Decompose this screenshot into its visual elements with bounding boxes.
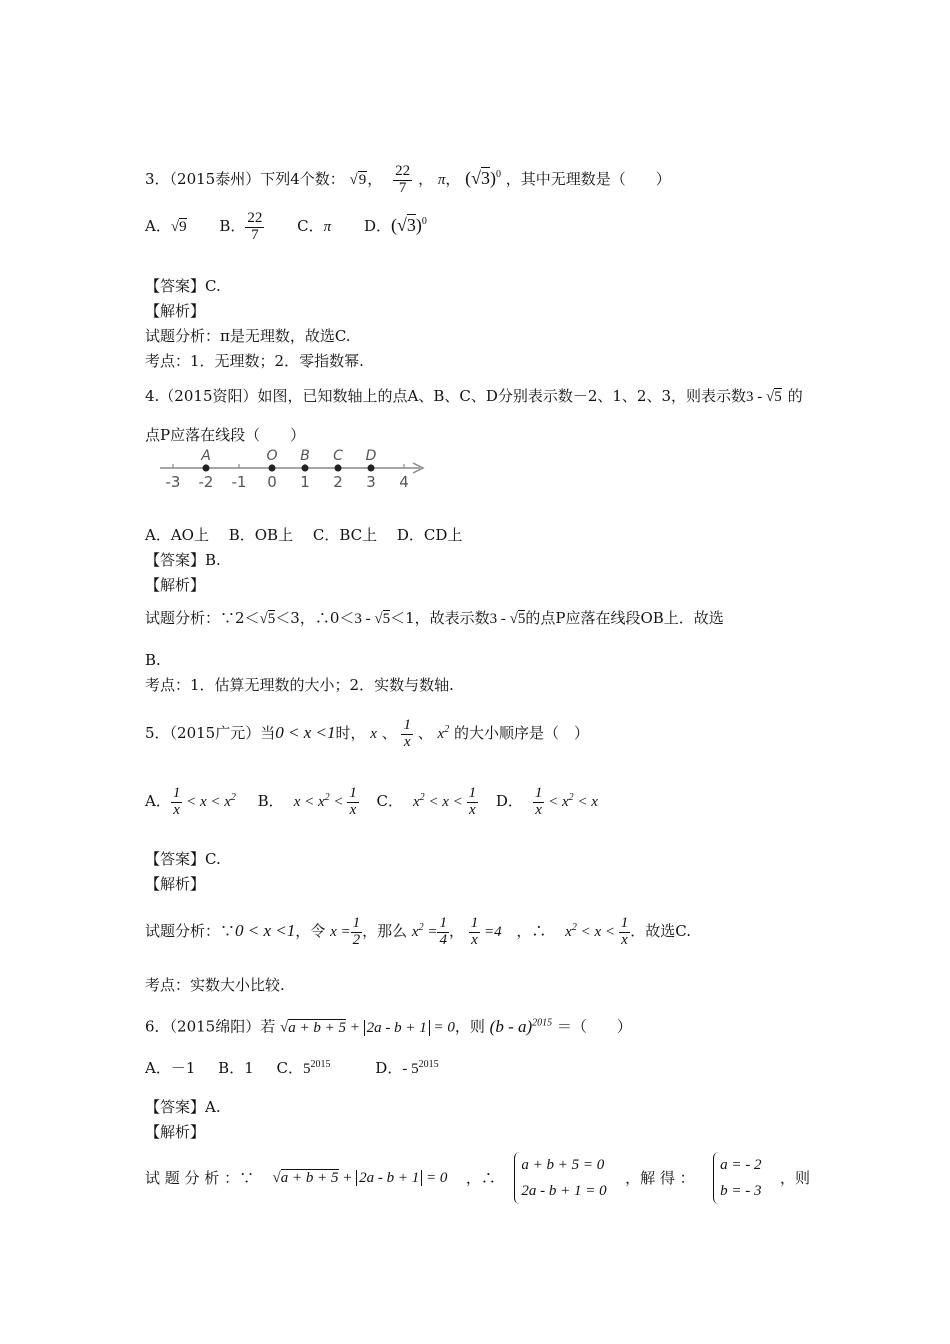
- tick-label: -2: [198, 473, 214, 491]
- q3-stem-suffix: ，其中无理数是（ ）: [505, 170, 671, 188]
- point-C: [335, 465, 342, 472]
- q5-option-d: D． $\frac{1}{x}$ < $x^2 < x$: [495, 785, 598, 819]
- tick-label: 2: [333, 473, 343, 491]
- point-D: [368, 465, 375, 472]
- number-line-labels: [166, 473, 409, 491]
- q3-option-c: C．π: [297, 217, 332, 235]
- q5-points: 考点：实数大小比较.: [145, 976, 285, 994]
- q3-option-a: A．√9: [145, 217, 187, 235]
- q6-option-c: C．$5^{2015}$: [276, 1059, 331, 1077]
- q6-analysis-title: 【解析】: [145, 1123, 206, 1141]
- point-label-D: D: [365, 448, 377, 464]
- point-label-C: C: [333, 448, 343, 464]
- q4-stem-line1: 4.（2015资阳）如图，已知数轴上的点A、B、C、D分别表示数－2、1、2、3，则表示数3 - √5 的: [145, 387, 803, 405]
- q3-answer: 【答案】C.: [145, 277, 221, 295]
- q6-option-a: A．－1: [145, 1059, 196, 1077]
- q6-stem: 6．（2015绵阳）若 √a + b + 5 + 2a - b + 1 = 0，则 (b - a)$^{2015}$ ＝（ ）: [145, 1016, 632, 1036]
- tick-label: 0: [267, 473, 277, 491]
- tick-label: 4: [399, 473, 409, 491]
- q3-sqrt-9: √9: [349, 172, 367, 188]
- q4-analysis-line2: B.: [145, 651, 161, 669]
- point-O: [269, 465, 276, 472]
- q3-option-b: B． $\frac{22}{7}$: [219, 209, 263, 243]
- q3-pi: π: [437, 172, 446, 188]
- q3-sqrt3-pow0: $(√3)^0$: [465, 168, 502, 188]
- q6-options: [145, 1045, 439, 1085]
- q3-options: [145, 200, 427, 244]
- q3-stem-prefix: 3．（2015泰州）下列4个数：: [145, 170, 345, 188]
- q6-option-d: D．- $5^{2015}$: [375, 1059, 439, 1077]
- point-A: [203, 465, 210, 472]
- q4-expr: 3 - √5: [746, 389, 782, 405]
- q4-stem-line2: 点P应落在线段（ ）: [145, 426, 306, 444]
- q4-analysis-title: 【解析】: [145, 576, 206, 594]
- q3-frac-22-7: $\frac{22}{7}$: [395, 162, 411, 196]
- q5-option-a: A． $\frac{1}{x}$ < $x < x^2$: [145, 785, 236, 819]
- tick-label: -1: [231, 473, 247, 491]
- q4-analysis: 试题分析：∵2＜√5＜3，∴0＜3 - √5＜1，故表示数3 - √5的点P应落在线段OB上．故选: [145, 609, 724, 627]
- point-B: [302, 465, 309, 472]
- q6-answer: 【答案】A.: [145, 1098, 221, 1116]
- q3-points: 考点：1．无理数；2．零指数幂.: [145, 352, 364, 370]
- q3-analysis: 试题分析：π是无理数，故选C.: [145, 327, 351, 345]
- q4-number-line: [155, 448, 435, 492]
- point-label-A: A: [201, 448, 211, 464]
- q5-analysis: 试题分析：∵0 < x <1，令 x = $\frac{1}{2}$ ，那么 $x^2$ = $\frac{1}{4}$ ， $\frac{1}{x}$ =4 ，∴ $x^2 < x$ < $\frac{1}{x}$ ．故选C.: [145, 915, 691, 949]
- q5-options: [145, 770, 598, 826]
- q6-option-b: B．1: [218, 1059, 254, 1077]
- tick-label: -3: [165, 473, 181, 491]
- q5-option-b: B． $x < x^2$ < $\frac{1}{x}$: [257, 785, 357, 819]
- q4-options: A．AO上 B．OB上 C．BC上 D．CD上: [145, 526, 463, 544]
- tick-label: 3: [366, 473, 376, 491]
- q4-answer: 【答案】B.: [145, 551, 221, 569]
- tick-label: 1: [300, 473, 310, 491]
- q3-stem: 3．（2015泰州）下列4个数： √9， $\frac{22}{7}$ ， π， $(√3)^0$ ，其中无理数是（ ）: [145, 155, 671, 195]
- q5-option-c: C． $x^2 < x$ < $\frac{1}{x}$: [376, 785, 477, 819]
- point-label-O: O: [266, 448, 278, 464]
- q5-analysis-title: 【解析】: [145, 875, 206, 893]
- q4-points: 考点：1．估算无理数的大小；2．实数与数轴.: [145, 676, 454, 694]
- q3-option-d: D．$(√3)^0$: [363, 215, 427, 235]
- q5-stem: 5．（2015广元）当0 < x <1时， x 、 $\frac{1}{x}$ 、 $x^2$ 的大小顺序是（ ）: [145, 716, 589, 750]
- q3-analysis-title: 【解析】: [145, 302, 206, 320]
- q5-answer: 【答案】C.: [145, 850, 221, 868]
- q6-analysis: 试 题 分 析 ：∵ √a + b + 5 + 2a - b + 1 = 0 ，∴ a + b + 5 = 0 2a - b + 1 = 0 ，解 得 ： a = - 2 b = - 3 ，则: [145, 1148, 810, 1208]
- point-label-B: B: [300, 448, 310, 464]
